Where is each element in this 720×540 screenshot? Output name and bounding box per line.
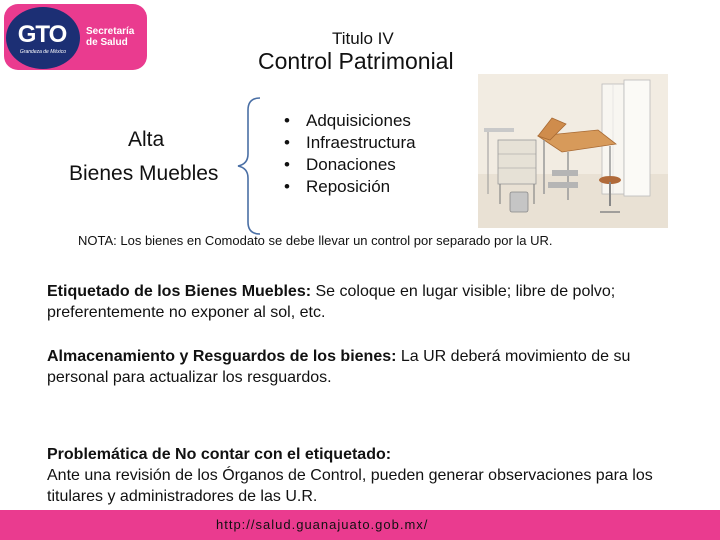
problematica-heading: Problemática de No contar con el etiquetado: [47,446,392,463]
page-title: Control Patrimonial [258,48,454,74]
etiquetado-paragraph [47,281,687,323]
nota-text: NOTA: Los bienes en Comodato se debe llevar un control por separado por la UR. [78,233,553,248]
logo-subtitle: Grandeza de México [19,49,67,55]
medical-furniture-photo [478,74,668,228]
problematica-paragraph [47,444,687,507]
page-subtitle: Titulo IV [332,29,394,48]
logo-line1: Secretaría [86,26,135,37]
almacenamiento-paragraph [47,346,687,388]
almacenamiento-heading: Almacenamiento y Resguardos de los bienes: [47,348,397,365]
list-item: • Donaciones [284,154,416,176]
alta-label: Alta [128,128,165,151]
list-item: • Adquisiciones [284,110,416,132]
secretaria-logo [4,4,147,70]
logo-gto-text: GTO [17,21,67,48]
list-item: • Infraestructura [284,132,416,154]
etiquetado-text: Se coloque en lugar visible; libre de polvo; preferentemente no exponer al sol, etc. [47,283,616,321]
etiquetado-heading: Etiquetado de los Bienes Muebles: [47,283,312,300]
bienes-muebles-label: Bienes Muebles [69,162,219,185]
problematica-text: Ante una revisión de los Órganos de Control, pueden generar observaciones para los titulares y administradores de las U.R. [47,467,653,505]
logo-line2: de Salud [86,37,128,48]
list-item: • Reposición [284,176,416,198]
almacenamiento-text: La UR deberá movimiento de su personal para actualizar los resguardos. [47,348,631,386]
logo-secretaria-text [86,26,134,48]
footer-bar [0,510,720,540]
curly-brace [236,96,266,236]
footer-url-link[interactable]: http://salud.guanajuato.gob.mx/ [216,517,429,532]
alta-reasons-list [284,110,416,198]
